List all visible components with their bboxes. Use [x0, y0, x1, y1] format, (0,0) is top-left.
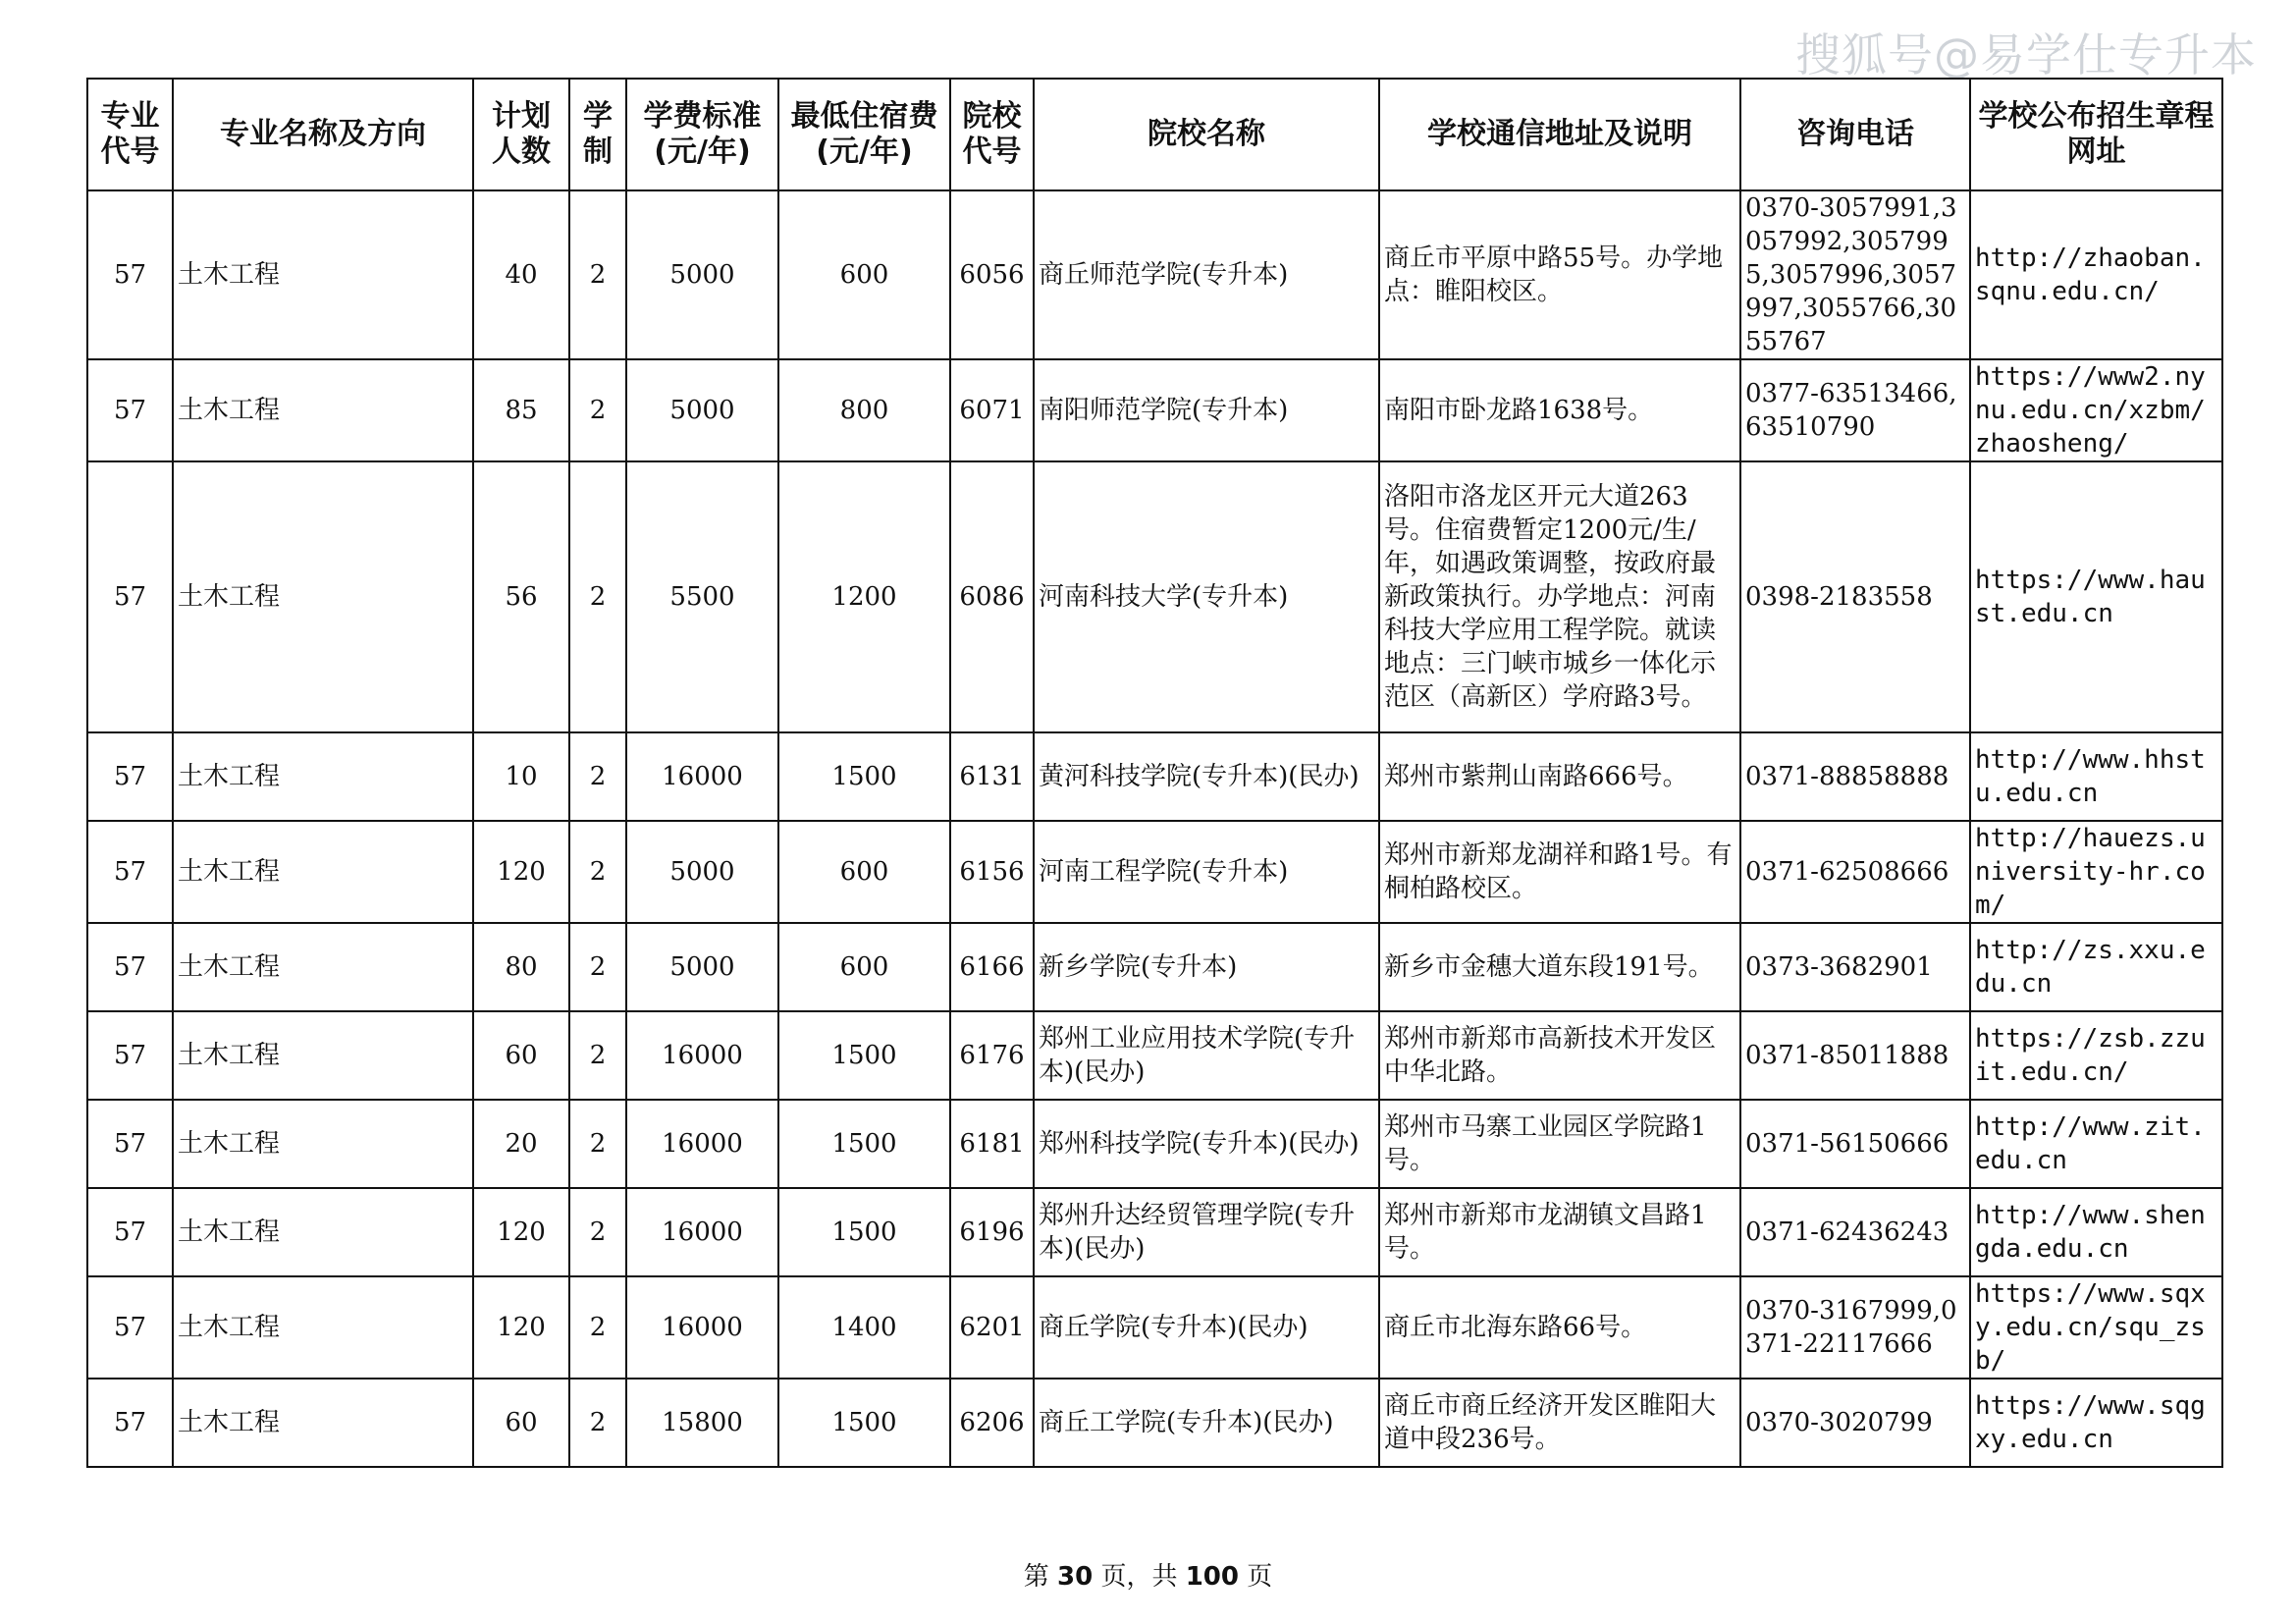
phone-cell: 0371-56150666	[1740, 1100, 1970, 1188]
header-school-code: 院校代号	[950, 79, 1034, 190]
plan-count-cell: 20	[473, 1100, 569, 1188]
school-name-cell: 郑州升达经贸管理学院(专升本)(民办)	[1034, 1188, 1379, 1276]
duration-cell: 2	[569, 461, 626, 732]
duration-cell: 2	[569, 1276, 626, 1379]
plan-count-cell: 120	[473, 1276, 569, 1379]
major-code-cell: 57	[87, 732, 173, 821]
school-code-cell: 6056	[950, 190, 1034, 359]
plan-count-cell: 10	[473, 732, 569, 821]
major-name-cell: 土木工程	[173, 359, 473, 461]
footer-prefix: 第	[1023, 1562, 1057, 1592]
major-name-cell: 土木工程	[173, 1100, 473, 1188]
school-name-cell: 河南工程学院(专升本)	[1034, 821, 1379, 923]
address-cell: 洛阳市洛龙区开元大道263号。住宿费暂定1200元/生/年，如遇政策调整，按政府最新政策执行。办学地点：河南科技大学应用工程学院。就读地点：三门峡市城乡一体化示范区（高新区）学府路3号。	[1379, 461, 1740, 732]
address-cell: 商丘市商丘经济开发区睢阳大道中段236号。	[1379, 1379, 1740, 1467]
table-body	[87, 190, 2222, 1467]
dorm-fee-cell: 800	[778, 359, 950, 461]
phone-cell: 0371-85011888	[1740, 1011, 1970, 1100]
url-cell: http://www.zit.edu.cn	[1970, 1100, 2222, 1188]
school-name-cell: 商丘学院(专升本)(民办)	[1034, 1276, 1379, 1379]
school-code-cell: 6166	[950, 923, 1034, 1011]
plan-count-cell: 80	[473, 923, 569, 1011]
dorm-fee-cell: 600	[778, 821, 950, 923]
address-cell: 南阳市卧龙路1638号。	[1379, 359, 1740, 461]
dorm-fee-cell: 600	[778, 923, 950, 1011]
plan-count-cell: 40	[473, 190, 569, 359]
footer-suffix: 页	[1239, 1562, 1273, 1592]
table-row	[87, 1011, 2222, 1100]
address-cell: 新乡市金穗大道东段191号。	[1379, 923, 1740, 1011]
major-name-cell: 土木工程	[173, 1379, 473, 1467]
school-name-cell: 河南科技大学(专升本)	[1034, 461, 1379, 732]
major-code-cell: 57	[87, 190, 173, 359]
admissions-table	[86, 78, 2223, 1468]
table-row	[87, 1379, 2222, 1467]
address-cell: 郑州市新郑市高新技术开发区中华北路。	[1379, 1011, 1740, 1100]
header-school-name: 院校名称	[1034, 79, 1379, 190]
address-cell: 郑州市紫荆山南路666号。	[1379, 732, 1740, 821]
dorm-fee-cell: 1500	[778, 1379, 950, 1467]
header-plan-count: 计划人数	[473, 79, 569, 190]
phone-cell: 0370-3020799	[1740, 1379, 1970, 1467]
phone-cell: 0371-88858888	[1740, 732, 1970, 821]
address-cell: 郑州市新郑市龙湖镇文昌路1号。	[1379, 1188, 1740, 1276]
major-code-cell: 57	[87, 1276, 173, 1379]
phone-cell: 0373-3682901	[1740, 923, 1970, 1011]
table-row	[87, 461, 2222, 732]
header-major-code: 专业代号	[87, 79, 173, 190]
url-cell: http://www.hhstu.edu.cn	[1970, 732, 2222, 821]
footer-page-number: 30	[1057, 1562, 1094, 1592]
plan-count-cell: 60	[473, 1011, 569, 1100]
school-code-cell: 6086	[950, 461, 1034, 732]
school-code-cell: 6131	[950, 732, 1034, 821]
header-duration: 学制	[569, 79, 626, 190]
dorm-fee-cell: 1200	[778, 461, 950, 732]
school-code-cell: 6206	[950, 1379, 1034, 1467]
table-row	[87, 1100, 2222, 1188]
major-name-cell: 土木工程	[173, 732, 473, 821]
duration-cell: 2	[569, 732, 626, 821]
phone-cell: 0377-63513466,63510790	[1740, 359, 1970, 461]
footer-middle: 页，共	[1093, 1562, 1186, 1592]
tuition-cell: 15800	[626, 1379, 778, 1467]
major-name-cell: 土木工程	[173, 821, 473, 923]
url-cell: http://hauezs.university-hr.com/	[1970, 821, 2222, 923]
table-header-row	[87, 79, 2222, 190]
duration-cell: 2	[569, 1188, 626, 1276]
duration-cell: 2	[569, 359, 626, 461]
tuition-cell: 16000	[626, 1011, 778, 1100]
url-cell: http://zhaoban.sqnu.edu.cn/	[1970, 190, 2222, 359]
major-code-cell: 57	[87, 1379, 173, 1467]
tuition-cell: 5500	[626, 461, 778, 732]
school-code-cell: 6201	[950, 1276, 1034, 1379]
tuition-cell: 5000	[626, 821, 778, 923]
plan-count-cell: 60	[473, 1379, 569, 1467]
tuition-cell: 16000	[626, 1100, 778, 1188]
plan-count-cell: 120	[473, 1188, 569, 1276]
phone-cell: 0371-62508666	[1740, 821, 1970, 923]
header-url: 学校公布招生章程网址	[1970, 79, 2222, 190]
header-address: 学校通信地址及说明	[1379, 79, 1740, 190]
phone-cell: 0398-2183558	[1740, 461, 1970, 732]
tuition-cell: 16000	[626, 1188, 778, 1276]
school-name-cell: 黄河科技学院(专升本)(民办)	[1034, 732, 1379, 821]
school-code-cell: 6156	[950, 821, 1034, 923]
dorm-fee-cell: 1500	[778, 1100, 950, 1188]
table-row	[87, 1276, 2222, 1379]
header-phone: 咨询电话	[1740, 79, 1970, 190]
school-code-cell: 6071	[950, 359, 1034, 461]
footer-total-pages: 100	[1185, 1562, 1239, 1592]
header-dorm-fee: 最低住宿费(元/年)	[778, 79, 950, 190]
url-cell: https://www.haust.edu.cn	[1970, 461, 2222, 732]
school-code-cell: 6196	[950, 1188, 1034, 1276]
duration-cell: 2	[569, 1100, 626, 1188]
url-cell: http://zs.xxu.edu.cn	[1970, 923, 2222, 1011]
school-code-cell: 6176	[950, 1011, 1034, 1100]
phone-cell: 0370-3057991,3057992,3057995,3057996,3057997,3055766,3055767	[1740, 190, 1970, 359]
header-major-name: 专业名称及方向	[173, 79, 473, 190]
major-code-cell: 57	[87, 461, 173, 732]
page-footer	[0, 1556, 2296, 1593]
school-name-cell: 郑州科技学院(专升本)(民办)	[1034, 1100, 1379, 1188]
major-name-cell: 土木工程	[173, 461, 473, 732]
major-code-cell: 57	[87, 1011, 173, 1100]
duration-cell: 2	[569, 1011, 626, 1100]
major-name-cell: 土木工程	[173, 190, 473, 359]
major-code-cell: 57	[87, 923, 173, 1011]
address-cell: 郑州市马寨工业园区学院路1号。	[1379, 1100, 1740, 1188]
plan-count-cell: 56	[473, 461, 569, 732]
major-code-cell: 57	[87, 1100, 173, 1188]
url-cell: https://www.sqgxy.edu.cn	[1970, 1379, 2222, 1467]
address-cell: 郑州市新郑龙湖祥和路1号。有桐柏路校区。	[1379, 821, 1740, 923]
tuition-cell: 5000	[626, 923, 778, 1011]
tuition-cell: 5000	[626, 359, 778, 461]
table-row	[87, 821, 2222, 923]
phone-cell: 0371-62436243	[1740, 1188, 1970, 1276]
url-cell: https://www.sqxy.edu.cn/squ_zsb/	[1970, 1276, 2222, 1379]
table-row	[87, 732, 2222, 821]
dorm-fee-cell: 1400	[778, 1276, 950, 1379]
duration-cell: 2	[569, 821, 626, 923]
duration-cell: 2	[569, 1379, 626, 1467]
phone-cell: 0370-3167999,0371-22117666	[1740, 1276, 1970, 1379]
plan-count-cell: 120	[473, 821, 569, 923]
major-code-cell: 57	[87, 1188, 173, 1276]
major-name-cell: 土木工程	[173, 1276, 473, 1379]
table-row	[87, 1188, 2222, 1276]
address-cell: 商丘市北海东路66号。	[1379, 1276, 1740, 1379]
address-cell: 商丘市平原中路55号。办学地点：睢阳校区。	[1379, 190, 1740, 359]
dorm-fee-cell: 1500	[778, 1188, 950, 1276]
school-name-cell: 商丘工学院(专升本)(民办)	[1034, 1379, 1379, 1467]
major-name-cell: 土木工程	[173, 1188, 473, 1276]
table-row	[87, 923, 2222, 1011]
duration-cell: 2	[569, 923, 626, 1011]
dorm-fee-cell: 1500	[778, 732, 950, 821]
table-row	[87, 359, 2222, 461]
major-name-cell: 土木工程	[173, 1011, 473, 1100]
url-cell: https://www2.nynu.edu.cn/xzbm/zhaosheng/	[1970, 359, 2222, 461]
major-code-cell: 57	[87, 359, 173, 461]
duration-cell: 2	[569, 190, 626, 359]
tuition-cell: 5000	[626, 190, 778, 359]
url-cell: https://zsb.zzuit.edu.cn/	[1970, 1011, 2222, 1100]
url-cell: http://www.shengda.edu.cn	[1970, 1188, 2222, 1276]
school-name-cell: 南阳师范学院(专升本)	[1034, 359, 1379, 461]
school-code-cell: 6181	[950, 1100, 1034, 1188]
school-name-cell: 新乡学院(专升本)	[1034, 923, 1379, 1011]
table-row	[87, 190, 2222, 359]
major-name-cell: 土木工程	[173, 923, 473, 1011]
tuition-cell: 16000	[626, 1276, 778, 1379]
plan-count-cell: 85	[473, 359, 569, 461]
major-code-cell: 57	[87, 821, 173, 923]
dorm-fee-cell: 1500	[778, 1011, 950, 1100]
watermark-text: 搜狐号@易学仕专升本	[1795, 28, 2257, 81]
header-tuition: 学费标准(元/年)	[626, 79, 778, 190]
school-name-cell: 商丘师范学院(专升本)	[1034, 190, 1379, 359]
dorm-fee-cell: 600	[778, 190, 950, 359]
school-name-cell: 郑州工业应用技术学院(专升本)(民办)	[1034, 1011, 1379, 1100]
tuition-cell: 16000	[626, 732, 778, 821]
